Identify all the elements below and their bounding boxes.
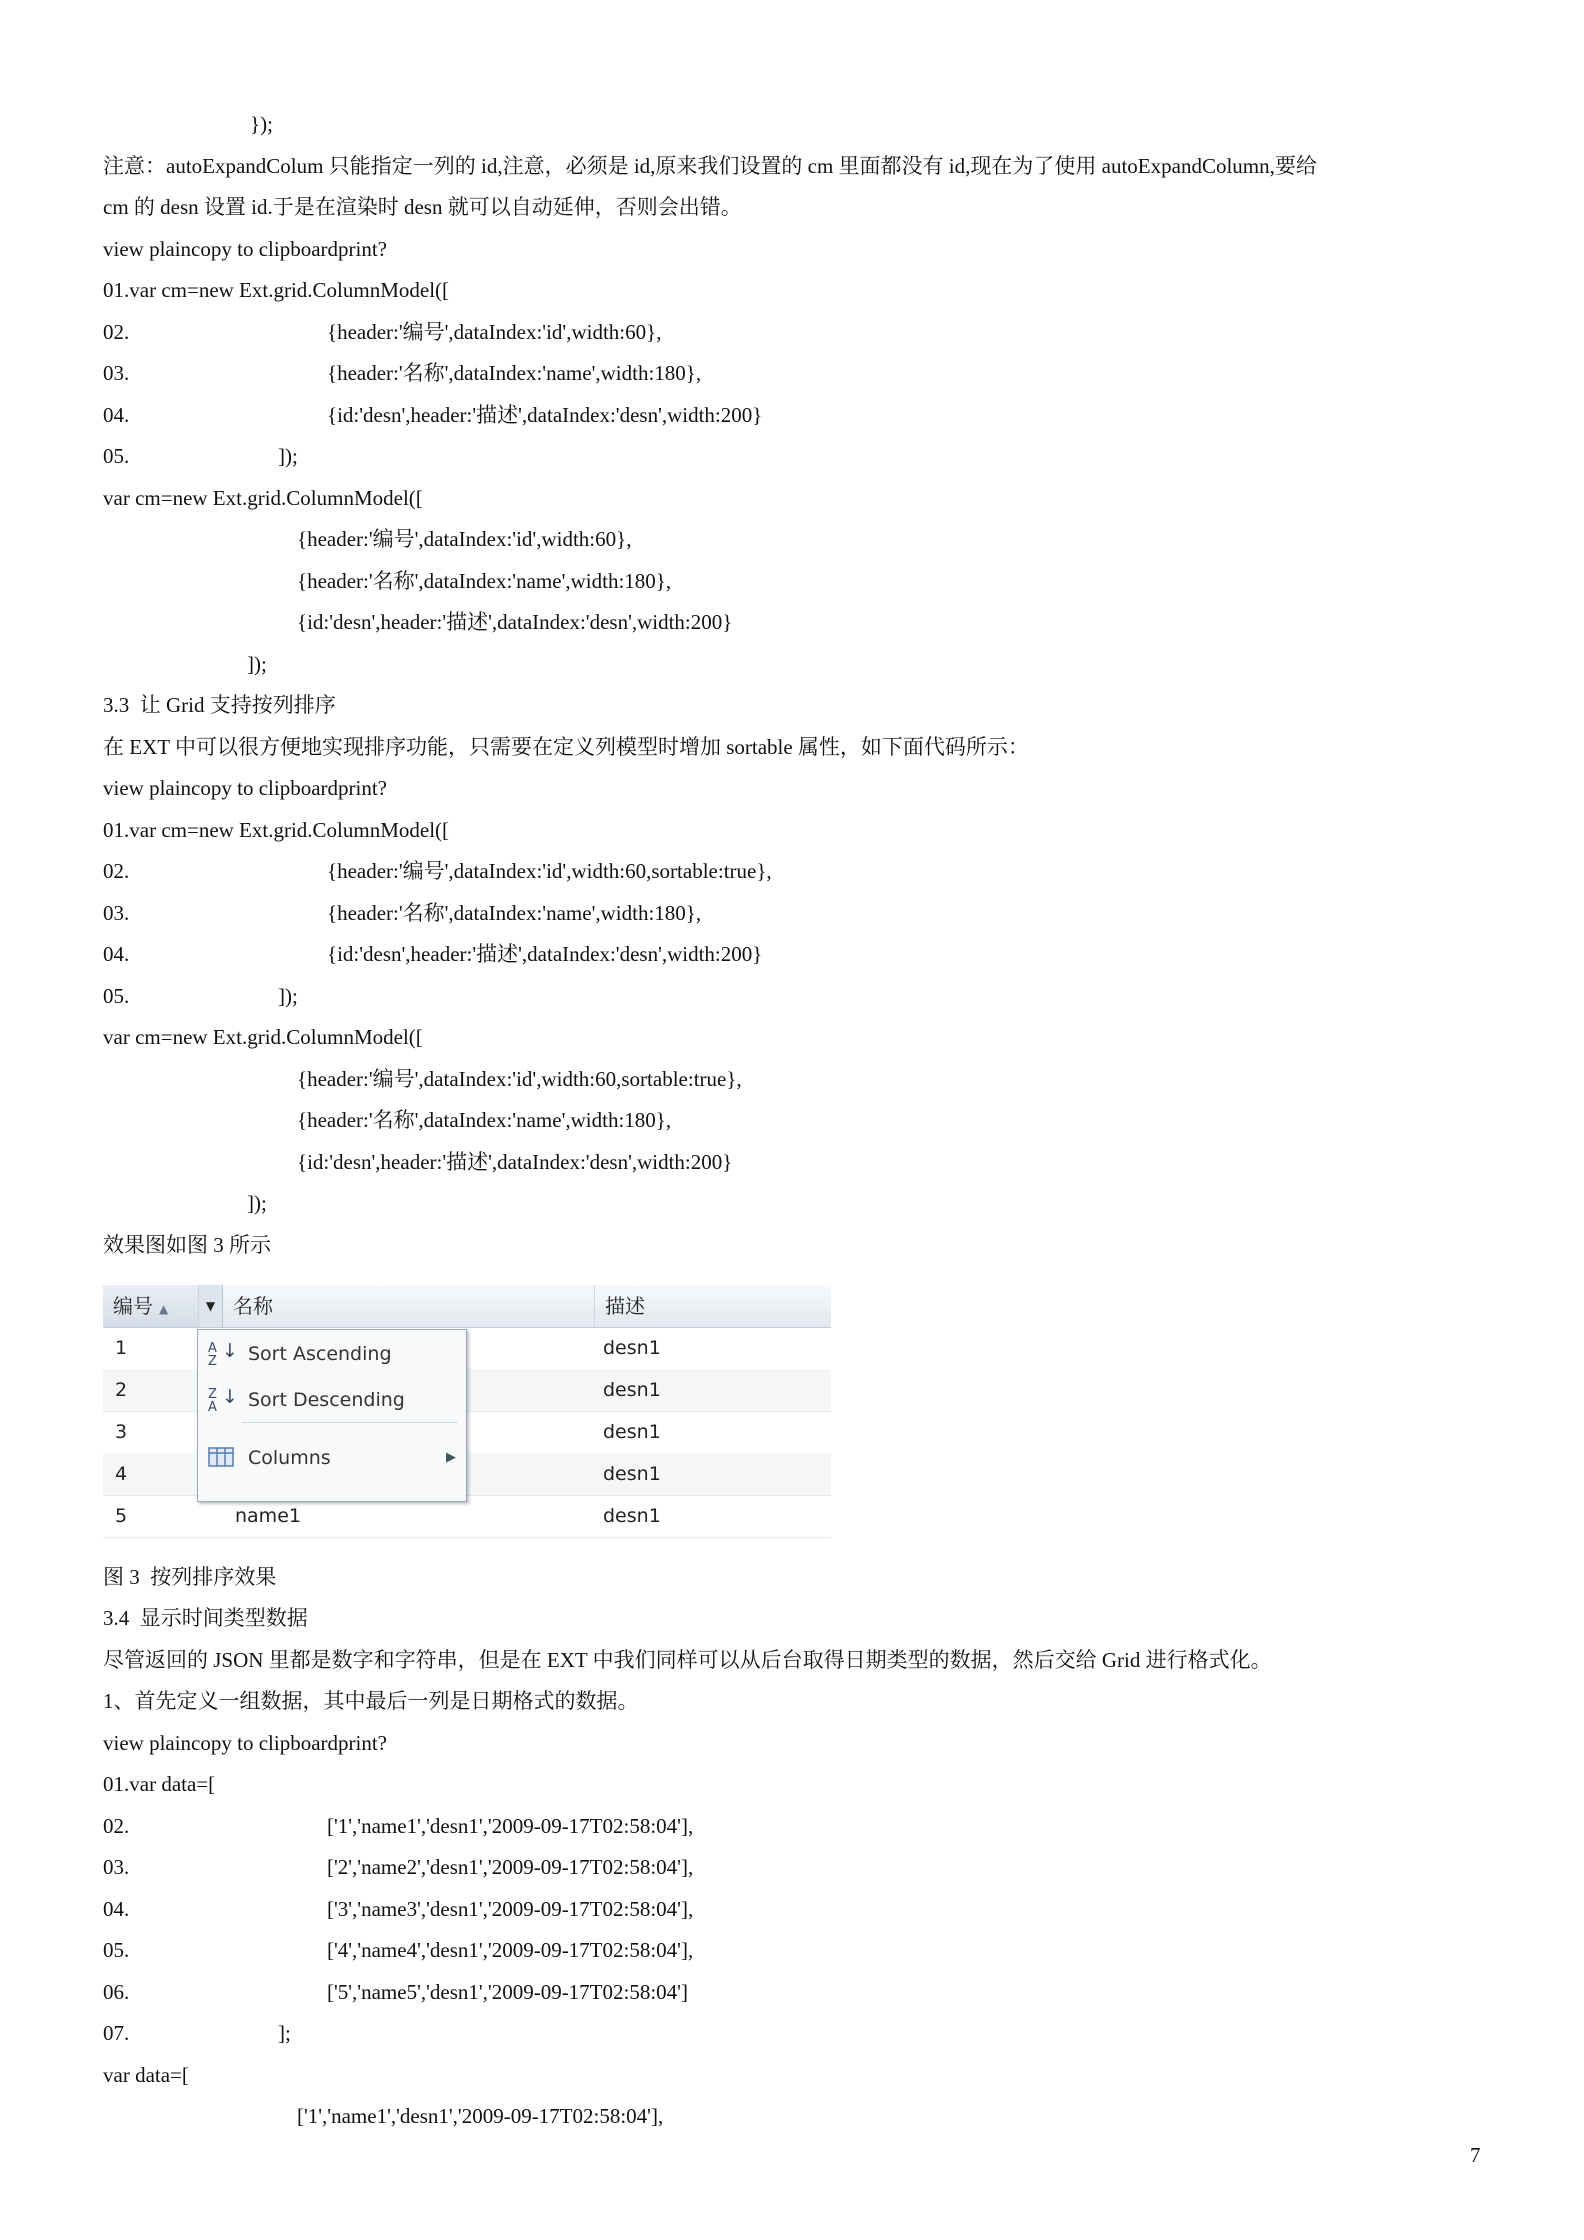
code-line: {id:'desn',header:'描述',dataIndex:'desn',width:200} [327,403,763,427]
code-line: ]); [247,1191,267,1215]
code-line-number: 04. [103,942,130,966]
column-header-desc[interactable] [595,1285,831,1327]
grid-header [103,1285,831,1328]
menu-item-label: Columns [248,1447,331,1469]
section-heading-3-4: 3.4 显示时间类型数据 [103,1606,308,1630]
figure-intro-text: 效果图如图 3 所示 [103,1233,271,1257]
columns-icon [208,1446,234,1472]
code-line: {id:'desn',header:'描述',dataIndex:'desn',width:200} [327,942,763,966]
sort-ascending-icon: A Z ↓ [208,1340,238,1369]
menu-separator [242,1422,458,1423]
code-closing: }); [250,112,273,136]
code-line: ['2','name2','desn1','2009-09-17T02:58:04'], [327,1855,694,1879]
chevron-right-icon: ▶ [446,1450,456,1465]
cell-desc: desn1 [603,1421,661,1443]
note-paragraph-line-2: cm 的 desn 设置 id.于是在渲染时 desn 就可以自动延伸，否则会出错。 [103,195,742,219]
code-line: {header:'名称',dataIndex:'name',width:180}, [327,901,702,925]
code-line: {header:'编号',dataIndex:'id',width:60,sortable:true}, [297,1067,742,1091]
code-line-number: 04. [103,1897,130,1921]
cell-id: 3 [115,1421,128,1443]
code-line-number: 03. [103,361,130,385]
code-line: {header:'名称',dataIndex:'name',width:180}, [297,1108,672,1132]
code-line: {id:'desn',header:'描述',dataIndex:'desn',width:200} [297,1150,733,1174]
cell-id: 2 [115,1379,128,1401]
code-line: {header:'编号',dataIndex:'id',width:60}, [297,527,632,551]
column-menu-trigger[interactable] [199,1285,223,1327]
menu-item-label: Sort Descending [248,1389,405,1411]
code-line-number: 03. [103,901,130,925]
cell-id: 1 [115,1337,128,1359]
menu-item-sort-ascending[interactable] [198,1334,466,1374]
code-line: ]); [247,652,267,676]
code-line-01: 01.var data=[ [103,1772,216,1796]
code-line-number: 07. [103,2021,130,2045]
code-line: ['3','name3','desn1','2009-09-17T02:58:04'], [327,1897,694,1921]
code-line-number: 04. [103,403,130,427]
sort-asc-indicator-icon: ▲ [159,1302,169,1316]
page-number: 7 [1470,2143,1481,2167]
code-line: var data=[ [103,2063,189,2087]
code-line: ]; [278,2021,291,2045]
code-line: {header:'名称',dataIndex:'name',width:180}, [297,569,672,593]
code-line: {id:'desn',header:'描述',dataIndex:'desn',width:200} [297,610,733,634]
section-3-4-paragraph: 尽管返回的 JSON 里都是数字和字符串，但是在 EXT 中我们同样可以从后台取得日期类型的数据，然后交给 Grid 进行格式化。 [103,1648,1272,1672]
cell-name: name1 [235,1505,301,1527]
sort-descending-icon: Z A ↓ [208,1386,238,1415]
cell-desc: desn1 [603,1505,661,1527]
code-line: {header:'编号',dataIndex:'id',width:60,sortable:true}, [327,859,772,883]
code-line: ['1','name1','desn1','2009-09-17T02:58:04'], [297,2104,664,2128]
view-plaincopy-link[interactable]: view plaincopy to clipboardprint? [103,776,388,800]
code-line-number: 05. [103,444,130,468]
code-line: var cm=new Ext.grid.ColumnModel([ [103,486,423,510]
menu-item-columns[interactable] [198,1438,466,1478]
column-header-label: 描述 [605,1294,645,1318]
code-line: ['1','name1','desn1','2009-09-17T02:58:04'], [327,1814,694,1838]
column-header-label: 编号 [113,1294,153,1318]
section-3-3-paragraph: 在 EXT 中可以很方便地实现排序功能，只需要在定义列模型时增加 sortable 属性，如下面代码所示： [103,735,1029,759]
code-line-number: 02. [103,320,130,344]
code-line-number: 05. [103,1938,130,1962]
code-line: ['4','name4','desn1','2009-09-17T02:58:04'], [327,1938,694,1962]
column-header-label: 名称 [233,1294,273,1318]
cell-id: 5 [115,1505,128,1527]
code-line: {header:'名称',dataIndex:'name',width:180}, [327,361,702,385]
code-line-number: 05. [103,984,130,1008]
code-line: ]); [278,984,298,1008]
cell-desc: desn1 [603,1463,661,1485]
code-line: {header:'编号',dataIndex:'id',width:60}, [327,320,662,344]
code-line-number: 02. [103,859,130,883]
code-line: var cm=new Ext.grid.ColumnModel([ [103,1025,423,1049]
view-plaincopy-link[interactable]: view plaincopy to clipboardprint? [103,237,388,261]
code-line: ]); [278,444,298,468]
note-paragraph-line-1: 注意：autoExpandColum 只能指定一列的 id,注意，必须是 id,原来我们设置的 cm 里面都没有 id,现在为了使用 autoExpandColumn,要给 [103,154,1317,178]
cell-id: 4 [115,1463,128,1485]
code-line-01: 01.var cm=new Ext.grid.ColumnModel([ [103,278,450,302]
column-header-id[interactable] [103,1285,199,1327]
code-line-01: 01.var cm=new Ext.grid.ColumnModel([ [103,818,450,842]
code-line: ['5','name5','desn1','2009-09-17T02:58:04'] [327,1980,688,2004]
code-line-number: 03. [103,1855,130,1879]
cell-desc: desn1 [603,1379,661,1401]
code-line-number: 02. [103,1814,130,1838]
chevron-down-icon: ▼ [205,1299,216,1313]
grid-figure [103,1285,831,1540]
code-line-number: 06. [103,1980,130,2004]
view-plaincopy-link[interactable]: view plaincopy to clipboardprint? [103,1731,388,1755]
section-heading-3-3: 3.3 让 Grid 支持按列排序 [103,693,336,717]
cell-desc: desn1 [603,1337,661,1359]
column-header-name[interactable] [223,1285,595,1327]
column-menu [197,1329,467,1502]
step-1-text: 1、首先定义一组数据，其中最后一列是日期格式的数据。 [103,1689,639,1713]
menu-item-label: Sort Ascending [248,1343,392,1365]
menu-item-sort-descending[interactable] [198,1380,466,1420]
figure-caption: 图 3 按列排序效果 [103,1565,277,1589]
